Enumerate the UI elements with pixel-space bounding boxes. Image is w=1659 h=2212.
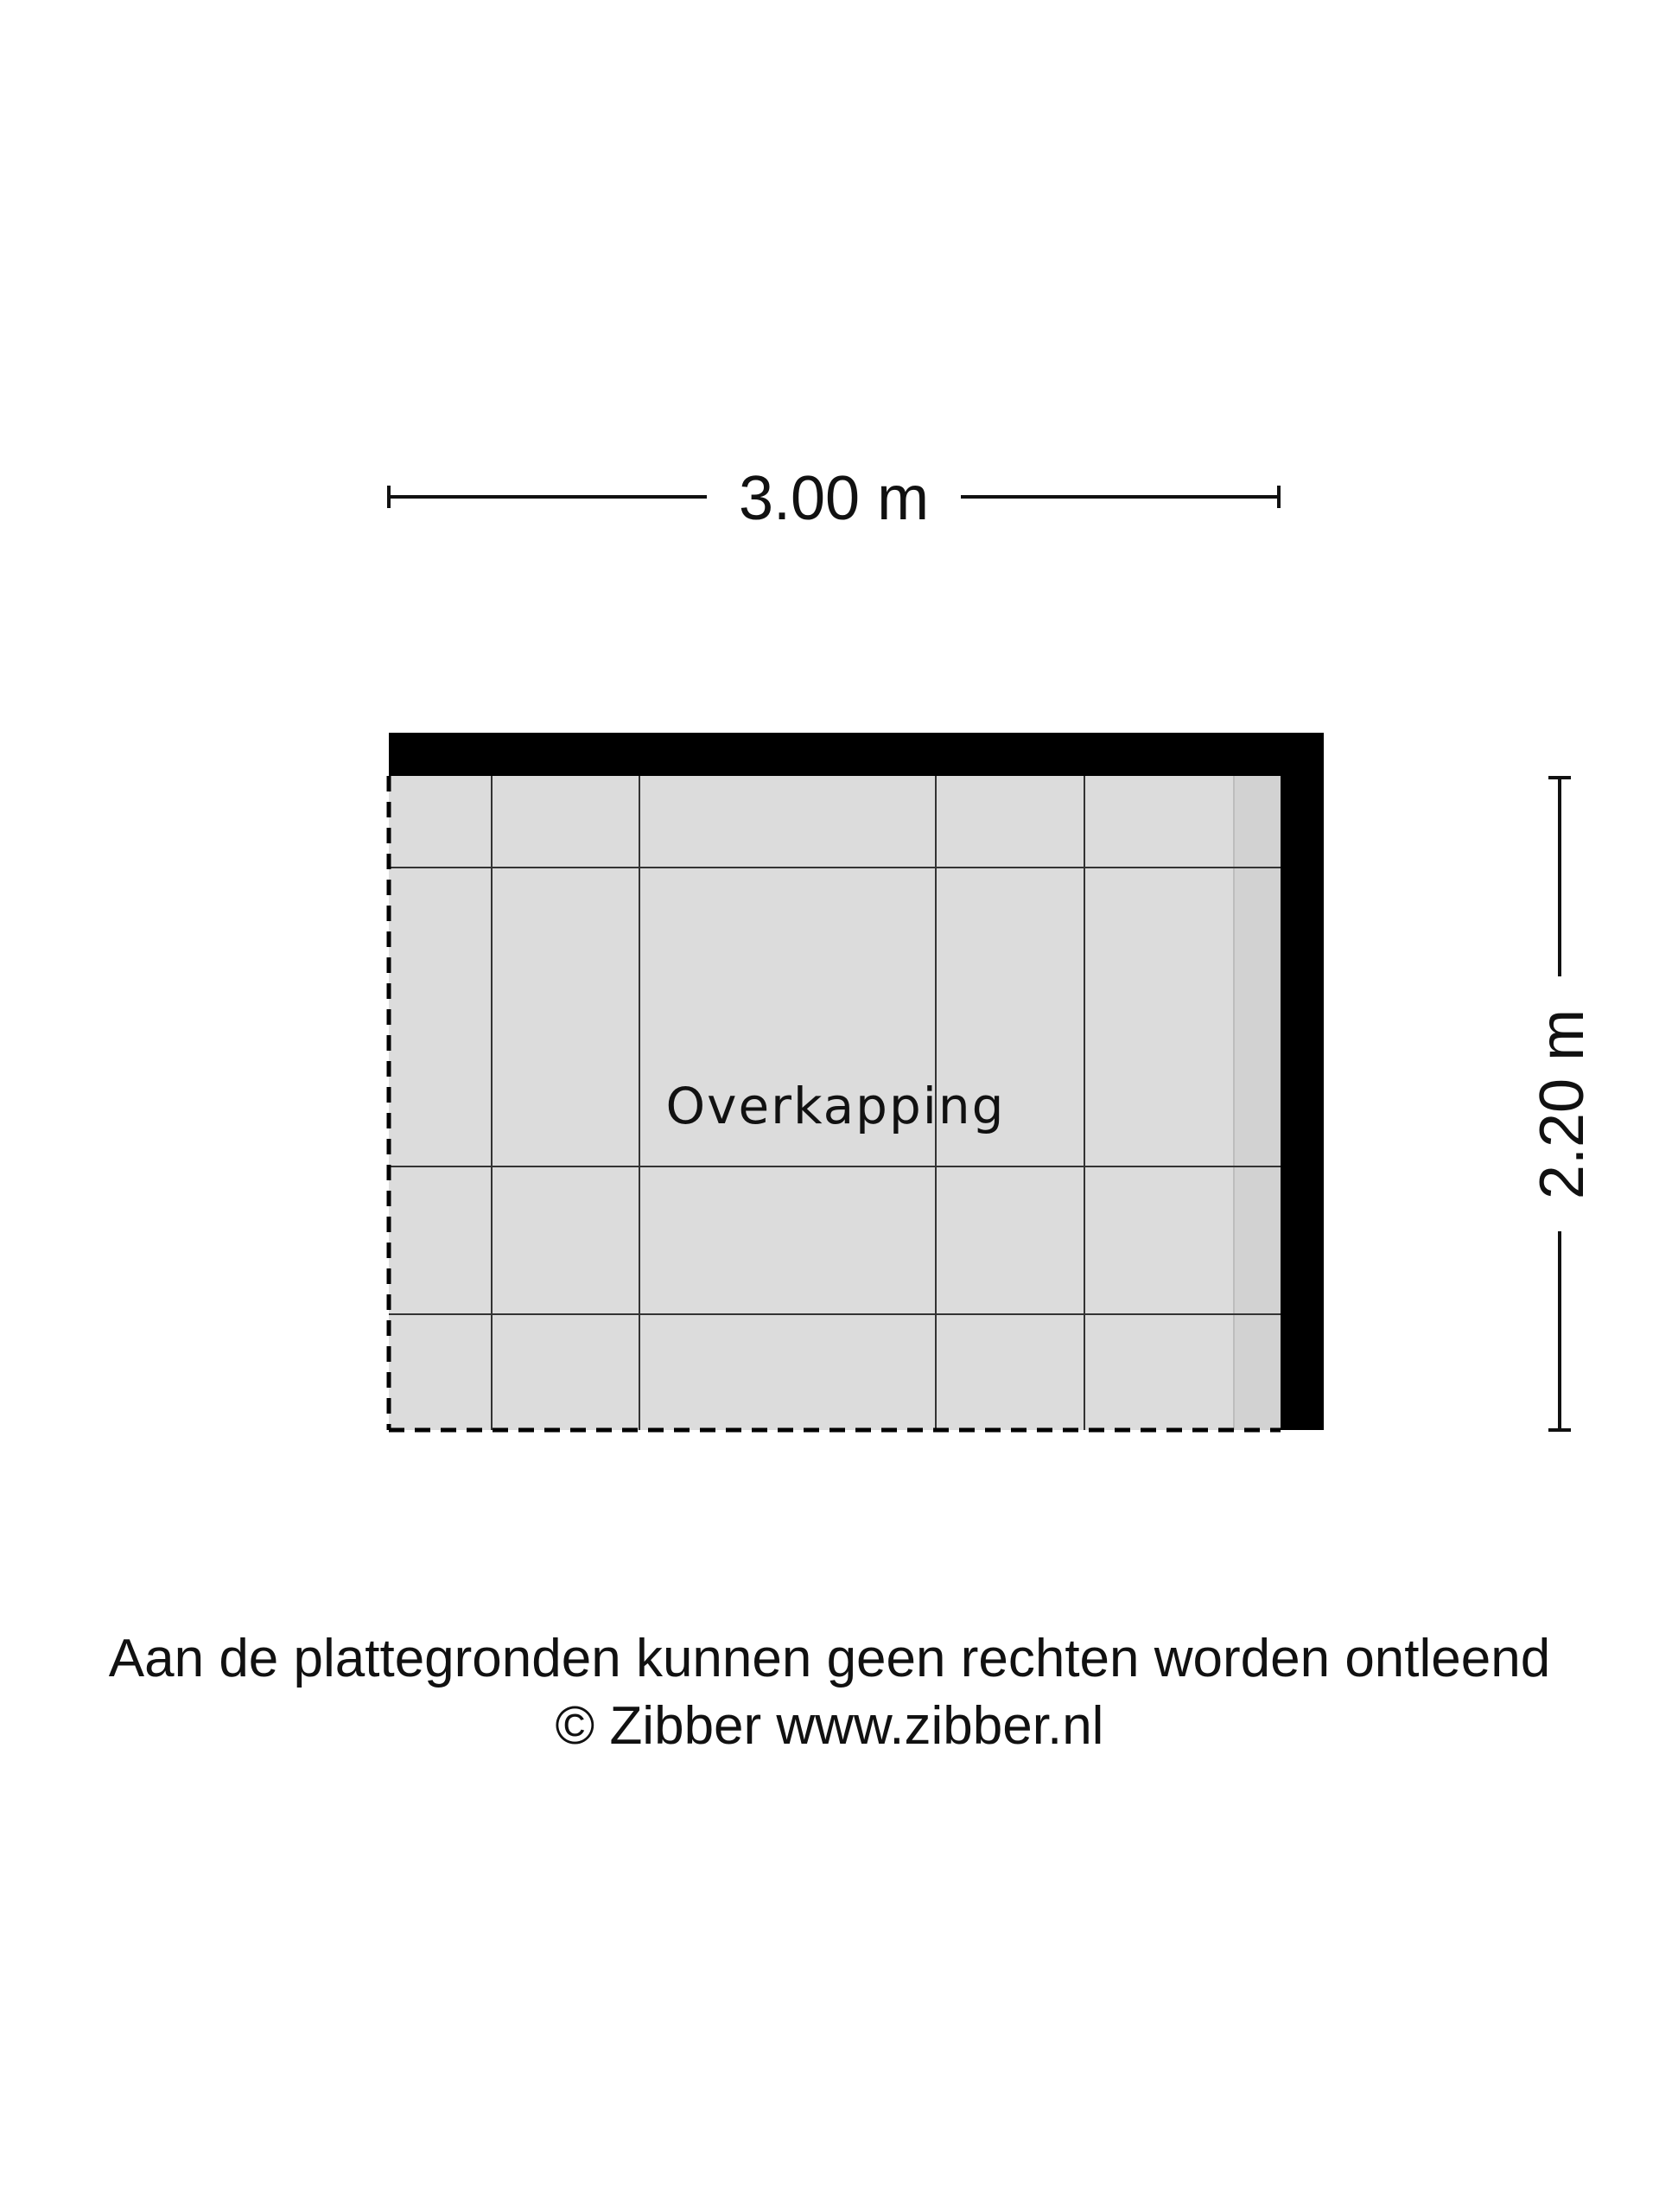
- room-overkapping: [389, 733, 1324, 1430]
- wall-top: [389, 733, 1324, 776]
- height-dimension-label: 2.20 m: [1528, 1008, 1597, 1200]
- floor-edge-shade: [1234, 776, 1281, 1430]
- room-label: Overkapping: [665, 1077, 1006, 1135]
- height-dimension: [1528, 776, 1597, 1432]
- copyright-text: © Zibber www.zibber.nl: [555, 1696, 1104, 1756]
- width-dimension-label: 3.00 m: [738, 464, 930, 533]
- wall-right: [1281, 733, 1324, 1430]
- width-dimension: [387, 464, 1281, 533]
- disclaimer-text: Aan de plattegronden kunnen geen rechten worden ontleend: [108, 1629, 1551, 1688]
